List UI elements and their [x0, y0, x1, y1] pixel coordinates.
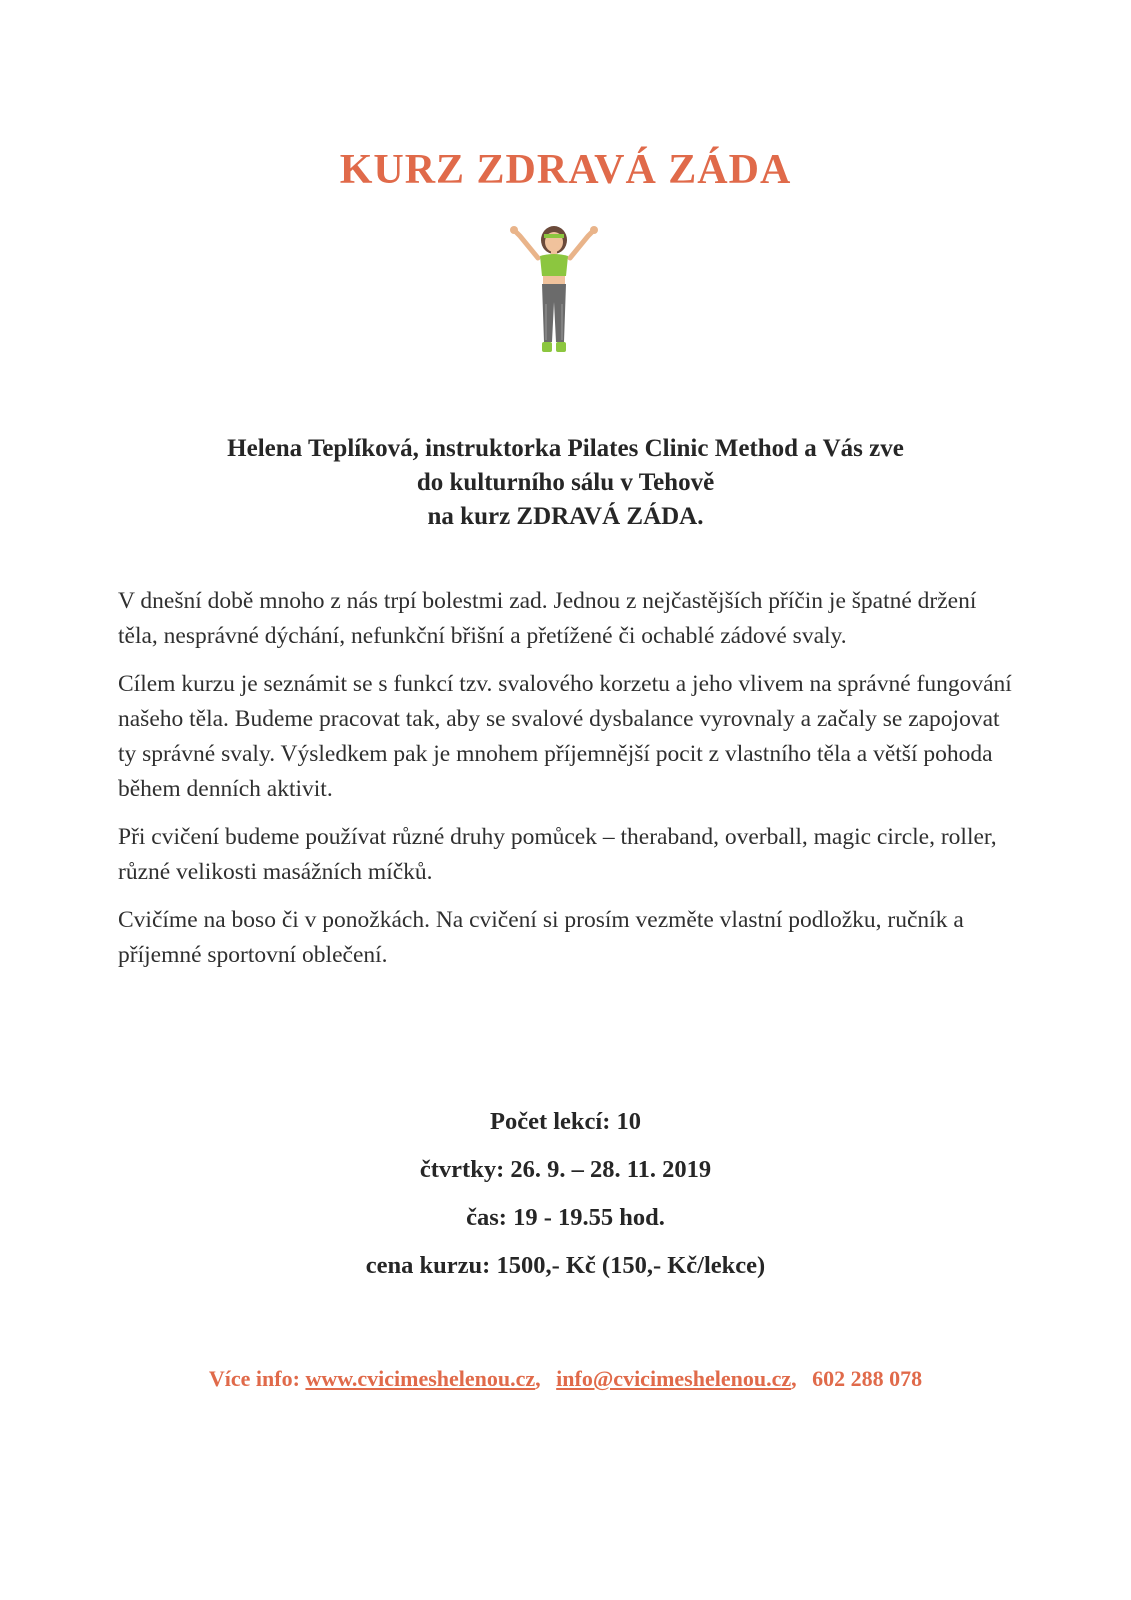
website-link[interactable]: www.cvicimeshelenou.cz	[305, 1366, 536, 1391]
course-dates: čtvrtky: 26. 9. – 28. 11. 2019	[419, 1156, 712, 1183]
course-price: cena kurzu: 1500,- Kč (150,- Kč/lekce)	[365, 1252, 766, 1279]
course-description	[118, 584, 1018, 986]
course-time: čas: 19 - 19.55 hod.	[466, 1204, 665, 1231]
contact-label: Více info:	[208, 1366, 300, 1391]
invitation-line-2: do kulturního sálu v Tehově	[416, 469, 715, 496]
paragraph-2: Cílem kurzu je seznámit se s funkcí tzv. svalového korzetu a jeho vlivem na správné fungování našeho těla. Budeme pracovat tak, aby se svalové dysbalance vyrovnaly a začaly se zapojovat ty správné svaly. Výsledkem pak je mnohem příjemnější pocit z vlastního těla a větší pohoda během denních aktivit.	[118, 671, 1012, 802]
invitation-line-3: na kurz ZDRAVÁ ZÁDA.	[427, 503, 704, 530]
course-details	[0, 1098, 1131, 1290]
invitation-line-1: Helena Teplíková, instruktorka Pilates Clinic Method a Vás zve	[227, 435, 904, 462]
lesson-count: Počet lekcí: 10	[489, 1108, 642, 1135]
contact-info: Více info: www.cvicimeshelenou.cz, info@cvicimeshelenou.cz, 602 288 078	[208, 1366, 923, 1391]
paragraph-1: V dnešní době mnoho z nás trpí bolestmi zad. Jednou z nejčastějších příčin je špatné držení těla, nesprávné dýchání, nefunkční břišní a přetížené či ochablé zádové svaly.	[118, 588, 977, 649]
page-title: KURZ ZDRAVÁ ZÁDA	[339, 147, 792, 193]
email-link[interactable]: info@cvicimeshelenou.cz	[556, 1366, 792, 1391]
paragraph-4: Cvičíme na boso či v ponožkách. Na cvičení si prosím vezměte vlastní podložku, ručník a příjemné sportovní oblečení.	[118, 907, 964, 968]
phone-number: 602 288 078	[812, 1366, 923, 1391]
paragraph-3: Při cvičení budeme používat různé druhy pomůcek – theraband, overball, magic circle, roller, různé velikosti masážních míčků.	[118, 824, 997, 885]
invitation	[0, 432, 1131, 534]
exercising-woman-icon	[508, 224, 600, 364]
